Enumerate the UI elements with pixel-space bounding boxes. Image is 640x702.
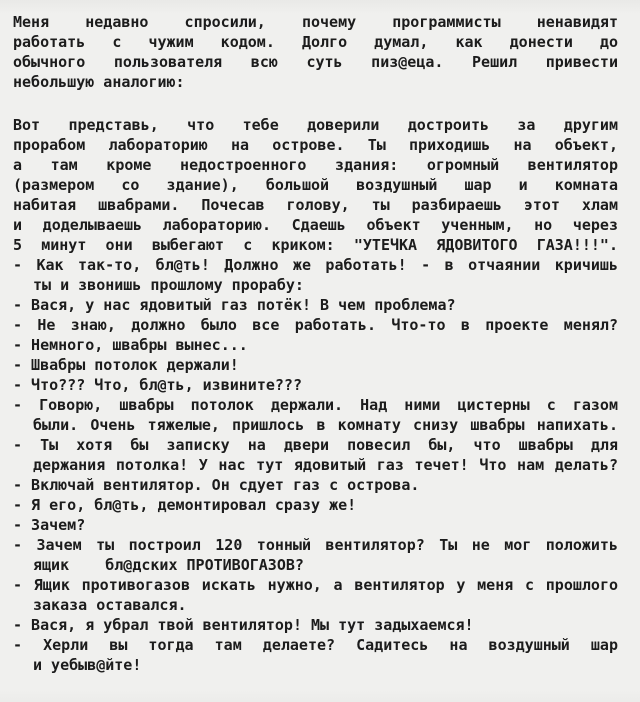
dialogue-line-continuation: держания потолка! У нас тут ядовитый газ течет! Что нам делать?: [33, 456, 618, 474]
text-line: набитая швабрами. Почесав голову, ты разбираешь этот хлам: [13, 196, 618, 214]
dialogue-line: - Вася, у нас ядовитый газ потёк! В чем проблема?: [13, 296, 456, 314]
dialogue-line: - Включай вентилятор. Он сдует газ с острова.: [13, 476, 420, 494]
dialogue-line: - Что??? Что, бл@ть, извините???: [13, 376, 302, 394]
dialogue-line: - Не знаю, должно было все работать. Что-то в проекте менял?: [13, 316, 618, 334]
dialogue-line-continuation: были. Очень тяжелые, пришлось в комнату снизу швабры напихать.: [33, 416, 618, 434]
dialogue-line: - Швабры потолок держали!: [13, 356, 239, 374]
dialogue-line: - Вася, я убрал твой вентилятор! Мы тут задыхаемся!: [13, 616, 474, 634]
dialogue-line: - Ящик противогазов искать нужно, а вентилятор у меня с прошлого: [13, 576, 618, 594]
dialogue-line: - Ты хотя бы записку на двери повесил бы, что швабры для: [13, 436, 618, 454]
text-line: Меня недавно спросили, почему программисты ненавидят: [13, 13, 618, 31]
text-line: прорабом лабораторию на острове. Ты приходишь на объект,: [13, 136, 618, 154]
dialogue-line: - Херли вы тогда там делаете? Садитесь на воздушный шар: [13, 636, 618, 654]
dialogue-line: - Говорю, швабры потолок держали. Над ними цистерны с газом: [13, 396, 618, 414]
text-line: 5 минут они выбегают с криком: "УТЕЧКА ЯДОВИТОГО ГАЗА!!!".: [13, 236, 618, 254]
text-line: и доделываешь лабораторию. Сдаешь объект ученным, но через: [13, 216, 618, 234]
dialogue-line-continuation: ящик бл@дских ПРОТИВОГАЗОВ?: [33, 556, 304, 574]
dialogue-line-continuation: и уебыв@йте!: [33, 656, 142, 674]
text-line: работать с чужим кодом. Долго думал, как донести до: [13, 33, 618, 51]
dialogue-block: [13, 255, 618, 675]
dialogue-line: - Как так-то, бл@ть! Должно же работать! - в отчаянии кричишь: [13, 256, 618, 274]
dialogue-line-continuation: заказа оставался.: [33, 596, 187, 614]
text-line: Вот представь, что тебе доверили достроить за другим: [13, 116, 618, 134]
text-line: небольшую аналогию:: [13, 73, 185, 91]
story-paragraph: [13, 115, 618, 255]
dialogue-line: - Немного, швабры вынес...: [13, 336, 248, 354]
dialogue-line: - Зачем ты построил 120 тонный вентилятор? Ты не мог положить: [13, 536, 618, 554]
dialogue-line: - Я его, бл@ть, демонтировал сразу же!: [13, 496, 357, 514]
dialogue-line: - Зачем?: [13, 516, 86, 534]
intro-paragraph: [13, 12, 618, 92]
dialogue-line-continuation: ты и звонишь прошлому прорабу:: [33, 276, 304, 294]
text-line: (размером со здание), большой воздушный шар и комната: [13, 176, 618, 194]
text-line: а там кроме недостроенного здания: огромный вентилятор: [13, 156, 618, 174]
text-line: обычного пользователя всю суть пиз@еца. Решил привести: [13, 53, 618, 71]
